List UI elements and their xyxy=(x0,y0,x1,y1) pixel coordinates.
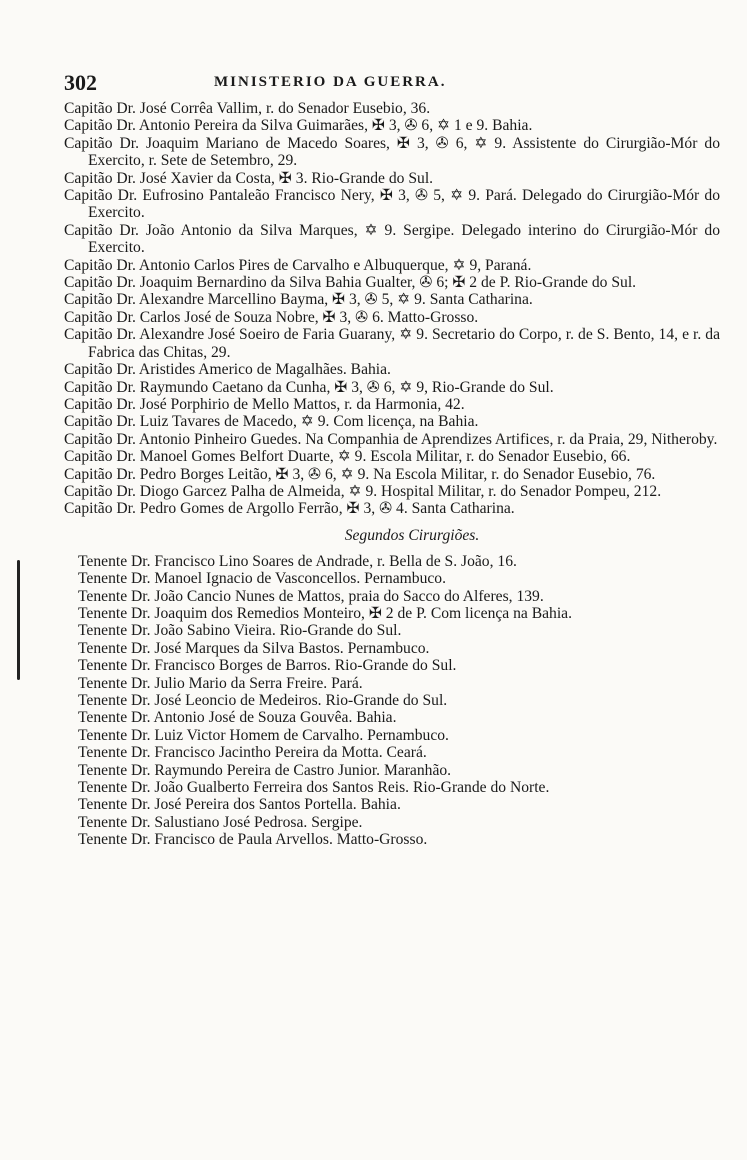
running-title: MINISTERIO DA GUERRA. xyxy=(214,74,447,90)
list-item: Capitão Dr. José Xavier da Costa, ✠ 3. Rio-Grande do Sul. xyxy=(64,169,434,187)
list-item: Capitão Dr. Alexandre José Soeiro de Faria Guarany, ✡ 9. Secretario do Corpo, r. de S. Bento, 14, e r. da Fabrica das Chitas, 29. xyxy=(64,326,720,361)
list-item: Tenente Dr. Salustiano José Pedrosa. Sergipe. xyxy=(78,813,363,831)
list-item: Tenente Dr. Francisco Jacintho Pereira da Motta. Ceará. xyxy=(78,744,427,762)
list-item: Tenente Dr. Francisco de Paula Arvellos. Matto-Grosso. xyxy=(78,831,428,849)
list-item: Tenente Dr. José Leoncio de Medeiros. Rio-Grande do Sul. xyxy=(78,692,448,709)
list-item: Capitão Dr. Aristides Americo de Magalhães. Bahia. xyxy=(64,361,391,379)
list-item: Tenente Dr. João Cancio Nunes de Mattos, praia do Sacco do Alferes, 139. xyxy=(78,587,544,605)
list-item: Capitão Dr. Carlos José de Souza Nobre, ✠ 3, ✇ 6. Matto-Grosso. xyxy=(64,308,479,326)
page-header xyxy=(64,70,720,100)
list-item: Capitão Dr. Antonio Carlos Pires de Carvalho e Albuquerque, ✡ 9, Paraná. xyxy=(64,256,532,274)
list-item: Tenente Dr. João Gualberto Ferreira dos Santos Reis. Rio-Grande do Norte. xyxy=(78,779,550,797)
list-item: Capitão Dr. Pedro Borges Leitão, ✠ 3, ✇ 6, ✡ 9. Na Escola Militar, r. do Senador Eusebio, 76. xyxy=(64,465,656,483)
list-item: Tenente Dr. Manoel Ignacio de Vasconcellos. Pernambuco. xyxy=(78,570,446,588)
list-item: Tenente Dr. João Sabino Vieira. Rio-Grande do Sul. xyxy=(78,622,402,640)
list-item: Capitão Dr. Antonio Pinheiro Guedes. Na Companhia de Aprendizes Artifices, r. da Praia, 29, Nitheroby. xyxy=(64,430,718,448)
list-item: Tenente Dr. Francisco Borges de Barros. Rio-Grande do Sul. xyxy=(78,657,457,675)
list-item: Capitão Dr. José Porphirio de Mello Mattos, r. da Harmonia, 42. xyxy=(64,395,465,413)
section-heading: Segundos Cirurgiões. xyxy=(344,526,480,544)
list-item: Tenente Dr. José Pereira dos Santos Portella. Bahia. xyxy=(78,796,401,814)
list-item: Tenente Dr. José Marques da Silva Bastos. Pernambuco. xyxy=(78,639,430,657)
list-item: Capitão Dr. Luiz Tavares de Macedo, ✡ 9. Com licença, na Bahia. xyxy=(64,413,479,431)
list-item: Capitão Dr. Pedro Gomes de Argollo Ferrão, ✠ 3, ✇ 4. Santa Catharina. xyxy=(64,500,515,518)
list-item: Tenente Dr. Julio Mario da Serra Freire. Pará. xyxy=(78,674,363,692)
list-item: Capitão Dr. Manoel Gomes Belfort Duarte, ✡ 9. Escola Militar, r. do Senador Eusebio, 66. xyxy=(64,448,631,466)
list-item: Tenente Dr. Luiz Victor Homem de Carvalho. Pernambuco. xyxy=(78,726,449,744)
list-item: Capitão Dr. Alexandre Marcellino Bayma, ✠ 3, ✇ 5, ✡ 9. Santa Catharina. xyxy=(64,291,533,309)
tenente-list xyxy=(64,553,720,849)
capitao-list xyxy=(64,100,720,518)
margin-ink-mark xyxy=(17,560,20,680)
list-item: Capitão Dr. Eufrosino Pantaleão Francisco Nery, ✠ 3, ✇ 5, ✡ 9. Pará. Delegado do Cirurgião-Mór do Exercito. xyxy=(64,187,720,222)
list-item: Tenente Dr. Raymundo Pereira de Castro Junior. Maranhão. xyxy=(78,761,452,779)
list-item: Capitão Dr. Antonio Pereira da Silva Guimarães, ✠ 3, ✇ 6, ✡ 1 e 9. Bahia. xyxy=(64,117,533,135)
page-number: 302 xyxy=(64,70,97,95)
list-item: Tenente Dr. Joaquim dos Remedios Monteiro, ✠ 2 de P. Com licença na Bahia. xyxy=(78,604,572,622)
list-item: Capitão Dr. Joaquim Bernardino da Silva Bahia Gualter, ✇ 6; ✠ 2 de P. Rio-Grande do Sul. xyxy=(64,274,637,292)
list-item: Capitão Dr. Raymundo Caetano da Cunha, ✠ 3, ✇ 6, ✡ 9, Rio-Grande do Sul. xyxy=(64,378,554,396)
list-item: Tenente Dr. Francisco Lino Soares de Andrade, r. Bella de S. João, 16. xyxy=(78,552,517,570)
page xyxy=(64,70,720,849)
list-item: Tenente Dr. Antonio José de Souza Gouvêa. Bahia. xyxy=(78,709,397,727)
list-item: Capitão Dr. João Antonio da Silva Marques, ✡ 9. Sergipe. Delegado interino do Cirurgião-Mór do Exercito. xyxy=(64,221,720,257)
list-item: Capitão Dr. José Corrêa Vallim, r. do Senador Eusebio, 36. xyxy=(64,100,431,117)
list-item: Capitão Dr. Diogo Garcez Palha de Almeida, ✡ 9. Hospital Militar, r. do Senador Pompeu, 212. xyxy=(64,482,662,500)
list-item: Capitão Dr. Joaquim Mariano de Macedo Soares, ✠ 3, ✇ 6, ✡ 9. Assistente do Cirurgião-Mór do Exercito, r. Sete de Setembro, 29. xyxy=(64,134,720,170)
